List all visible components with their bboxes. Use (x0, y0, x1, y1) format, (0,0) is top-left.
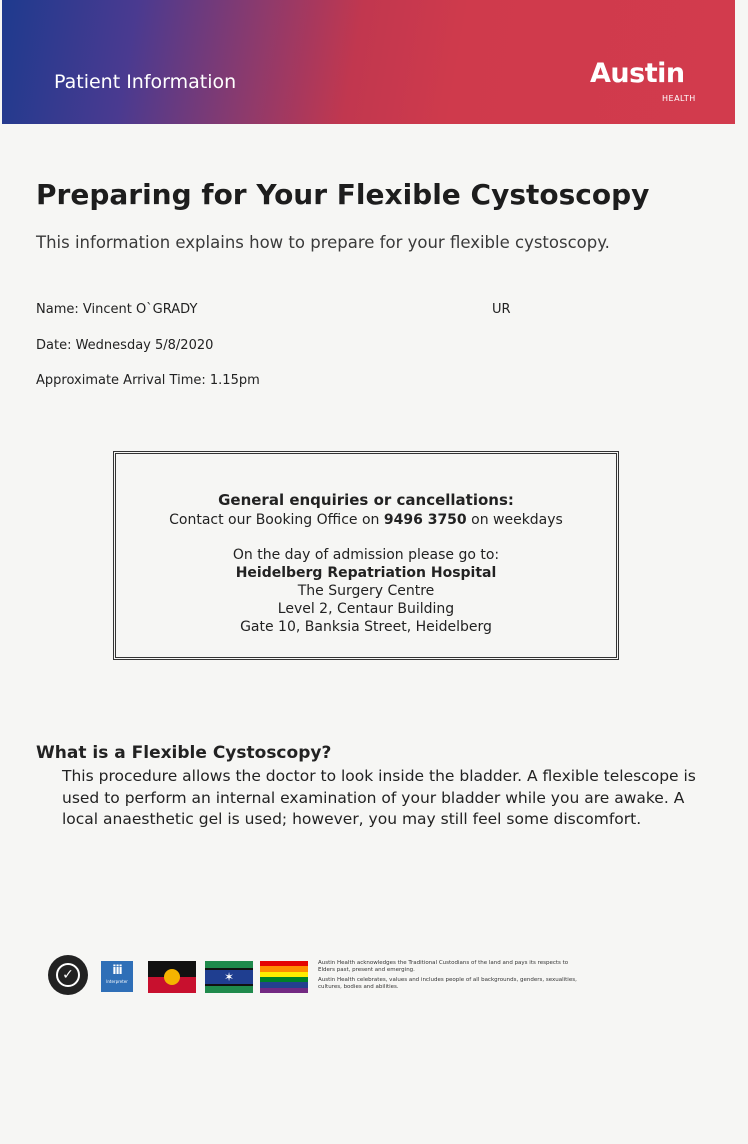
address-line: The Surgery Centre (297, 583, 435, 599)
acknowledgement-country: Austin Health acknowledges the Traditional Custodians of the land and pays its respects to Elders past, present and emerging. (318, 960, 569, 973)
contact-suffix: on weekdays (471, 512, 563, 528)
arrival-value: 1.15pm (209, 373, 260, 388)
arrival-label: Approximate Arrival Time: (36, 373, 206, 388)
admission-intro: On the day of admission please go to: (232, 547, 500, 563)
interpreter-label: Interpreter (106, 979, 128, 984)
patient-name (36, 302, 197, 317)
arrival-time (36, 373, 260, 388)
accreditation-seal-icon: ✓ (48, 955, 88, 995)
rainbow-flag-icon (260, 961, 308, 993)
date-value: Wednesday 5/8/2020 (75, 338, 214, 353)
page-title: Preparing for Your Flexible Cystoscopy (36, 178, 650, 211)
torres-strait-islander-flag-icon: ✶ (205, 961, 253, 993)
interpreter-icon: iii Interpreter (101, 961, 133, 992)
name-label: Name: (36, 302, 79, 317)
contact-heading: General enquiries or cancellations: (218, 491, 514, 509)
contact-prefix: Contact our Booking Office on (169, 512, 380, 528)
date-label: Date: (36, 338, 72, 353)
phone-number: 9496 3750 (383, 512, 467, 528)
aboriginal-flag-icon (148, 961, 196, 993)
austin-health-logo: Austin (590, 58, 685, 89)
ur-label: UR (492, 302, 511, 317)
header-banner (2, 0, 735, 124)
contact-box (113, 451, 619, 660)
logo-subtitle: HEALTH (662, 94, 696, 103)
page-subtitle: This information explains how to prepare for your flexible cystoscopy. (36, 233, 610, 252)
section-body: This procedure allows the doctor to look inside the bladder. A flexible telescope is used to perform an internal examination of your bladder while you are awake. A local anaesthetic gel is used; however, you may still feel some discomfort. (62, 767, 696, 828)
section-heading: What is a Flexible Cystoscopy? (36, 743, 332, 763)
hospital-name: Heidelberg Repatriation Hospital (235, 565, 497, 581)
name-value: Vincent O`GRADY (82, 302, 198, 317)
address-line: Level 2, Centaur Building (277, 601, 455, 617)
acknowledgement-inclusion: Austin Health celebrates, values and includes people of all backgrounds, genders, sexualities, cultures, bodies and abilities. (318, 977, 577, 990)
address-line: Gate 10, Banksia Street, Heidelberg (240, 619, 492, 635)
acknowledgement-text (318, 960, 578, 994)
section-label: Patient Information (54, 71, 237, 93)
contact-line (116, 512, 616, 528)
appointment-date (36, 338, 213, 353)
